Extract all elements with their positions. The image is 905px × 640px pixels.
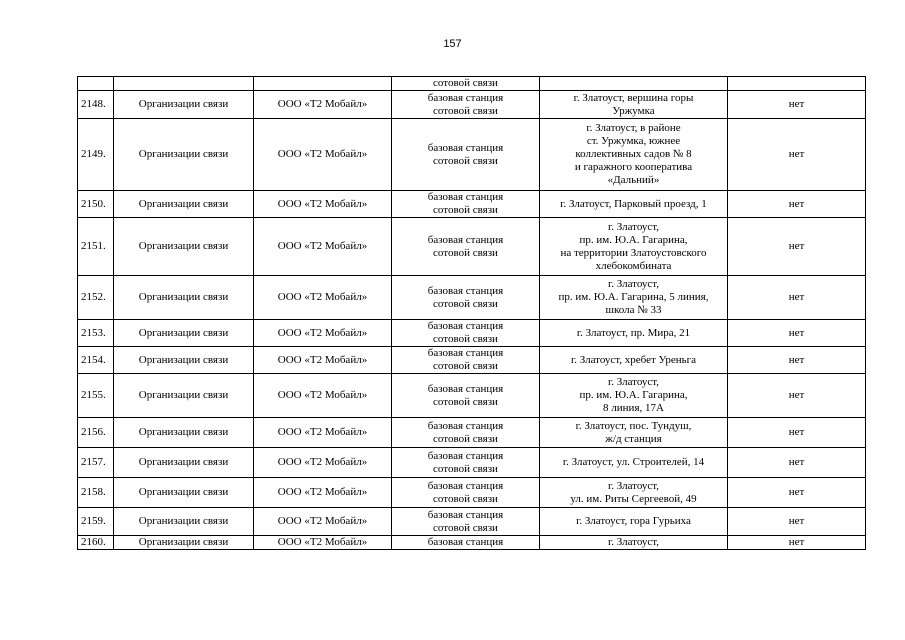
table-row xyxy=(78,218,866,276)
cell-category xyxy=(114,77,254,91)
cell-category: Организации связи xyxy=(114,347,254,374)
table-row xyxy=(78,276,866,320)
table-row xyxy=(78,91,866,119)
cell-org: ООО «Т2 Мобайл» xyxy=(254,536,392,550)
cell-org: ООО «Т2 Мобайл» xyxy=(254,418,392,448)
cell-org xyxy=(254,77,392,91)
cell-org: ООО «Т2 Мобайл» xyxy=(254,191,392,218)
cell-num: 2148. xyxy=(78,91,114,119)
cell-address: г. Златоуст, ул. Строителей, 14 xyxy=(540,448,728,478)
cell-num: 2153. xyxy=(78,320,114,347)
cell-category: Организации связи xyxy=(114,218,254,276)
cell-category: Организации связи xyxy=(114,536,254,550)
cell-address: г. Златоуст, пр. им. Ю.А. Гагарина, 8 линия, 17А xyxy=(540,374,728,418)
table-row xyxy=(78,536,866,550)
cell-num: 2157. xyxy=(78,448,114,478)
cell-org: ООО «Т2 Мобайл» xyxy=(254,508,392,536)
table-row xyxy=(78,448,866,478)
cell-value: нет xyxy=(728,320,866,347)
cell-type: сотовой связи xyxy=(392,77,540,91)
cell-address: г. Златоуст, пр. Мира, 21 xyxy=(540,320,728,347)
table-row xyxy=(78,347,866,374)
cell-num: 2159. xyxy=(78,508,114,536)
cell-type: базовая станция сотовой связи xyxy=(392,374,540,418)
cell-value: нет xyxy=(728,276,866,320)
cell-value: нет xyxy=(728,91,866,119)
cell-type: базовая станция сотовой связи xyxy=(392,448,540,478)
table-row xyxy=(78,191,866,218)
cell-category: Организации связи xyxy=(114,478,254,508)
cell-org: ООО «Т2 Мобайл» xyxy=(254,347,392,374)
cell-value: нет xyxy=(728,448,866,478)
cell-org: ООО «Т2 Мобайл» xyxy=(254,374,392,418)
cell-category: Организации связи xyxy=(114,119,254,191)
cell-type: базовая станция сотовой связи xyxy=(392,320,540,347)
cell-type: базовая станция сотовой связи xyxy=(392,276,540,320)
cell-category: Организации связи xyxy=(114,374,254,418)
cell-value: нет xyxy=(728,478,866,508)
table-row xyxy=(78,478,866,508)
cell-category: Организации связи xyxy=(114,320,254,347)
cell-value: нет xyxy=(728,191,866,218)
cell-type: базовая станция сотовой связи xyxy=(392,119,540,191)
cell-address: г. Златоуст, гора Гурьиха xyxy=(540,508,728,536)
cell-address: г. Златоуст, в районе ст. Уржумка, южнее коллективных садов № 8 и гаражного кооператива «Дальний» xyxy=(540,119,728,191)
cell-address: г. Златоуст, пр. им. Ю.А. Гагарина, 5 линия, школа № 33 xyxy=(540,276,728,320)
cell-value: нет xyxy=(728,418,866,448)
cell-value: нет xyxy=(728,374,866,418)
cell-type: базовая станция сотовой связи xyxy=(392,191,540,218)
cell-type: базовая станция xyxy=(392,536,540,550)
registry-table-body xyxy=(78,77,866,550)
cell-category: Организации связи xyxy=(114,448,254,478)
registry-table xyxy=(77,76,866,550)
cell-org: ООО «Т2 Мобайл» xyxy=(254,448,392,478)
cell-category: Организации связи xyxy=(114,508,254,536)
cell-num: 2152. xyxy=(78,276,114,320)
cell-type: базовая станция сотовой связи xyxy=(392,347,540,374)
table-row-continued xyxy=(78,77,866,91)
cell-address: г. Златоуст, пос. Тундуш, ж/д станция xyxy=(540,418,728,448)
cell-org: ООО «Т2 Мобайл» xyxy=(254,91,392,119)
cell-org: ООО «Т2 Мобайл» xyxy=(254,320,392,347)
cell-type: базовая станция сотовой связи xyxy=(392,478,540,508)
cell-num: 2150. xyxy=(78,191,114,218)
page-number: 157 xyxy=(443,38,462,50)
cell-category: Организации связи xyxy=(114,191,254,218)
cell-type: базовая станция сотовой связи xyxy=(392,418,540,448)
table-row xyxy=(78,418,866,448)
cell-category: Организации связи xyxy=(114,91,254,119)
cell-num: 2151. xyxy=(78,218,114,276)
cell-address: г. Златоуст, вершина горы Уржумка xyxy=(540,91,728,119)
cell-value: нет xyxy=(728,218,866,276)
cell-num xyxy=(78,77,114,91)
cell-type: базовая станция сотовой связи xyxy=(392,91,540,119)
cell-category: Организации связи xyxy=(114,276,254,320)
cell-address: г. Златоуст, xyxy=(540,536,728,550)
table-row xyxy=(78,320,866,347)
cell-value xyxy=(728,77,866,91)
cell-address: г. Златоуст, ул. им. Риты Сергеевой, 49 xyxy=(540,478,728,508)
cell-value: нет xyxy=(728,508,866,536)
cell-type: базовая станция сотовой связи xyxy=(392,508,540,536)
cell-org: ООО «Т2 Мобайл» xyxy=(254,478,392,508)
cell-org: ООО «Т2 Мобайл» xyxy=(254,276,392,320)
cell-address: г. Златоуст, Парковый проезд, 1 xyxy=(540,191,728,218)
cell-num: 2160. xyxy=(78,536,114,550)
cell-value: нет xyxy=(728,536,866,550)
cell-value: нет xyxy=(728,347,866,374)
cell-num: 2158. xyxy=(78,478,114,508)
cell-value: нет xyxy=(728,119,866,191)
cell-num: 2149. xyxy=(78,119,114,191)
cell-category: Организации связи xyxy=(114,418,254,448)
cell-address xyxy=(540,77,728,91)
cell-org: ООО «Т2 Мобайл» xyxy=(254,218,392,276)
table-row xyxy=(78,374,866,418)
cell-address: г. Златоуст, хребет Уреньга xyxy=(540,347,728,374)
cell-address: г. Златоуст, пр. им. Ю.А. Гагарина, на территории Златоустовского хлебокомбината xyxy=(540,218,728,276)
cell-num: 2156. xyxy=(78,418,114,448)
cell-num: 2154. xyxy=(78,347,114,374)
cell-type: базовая станция сотовой связи xyxy=(392,218,540,276)
cell-org: ООО «Т2 Мобайл» xyxy=(254,119,392,191)
cell-num: 2155. xyxy=(78,374,114,418)
table-row xyxy=(78,508,866,536)
table-row xyxy=(78,119,866,191)
